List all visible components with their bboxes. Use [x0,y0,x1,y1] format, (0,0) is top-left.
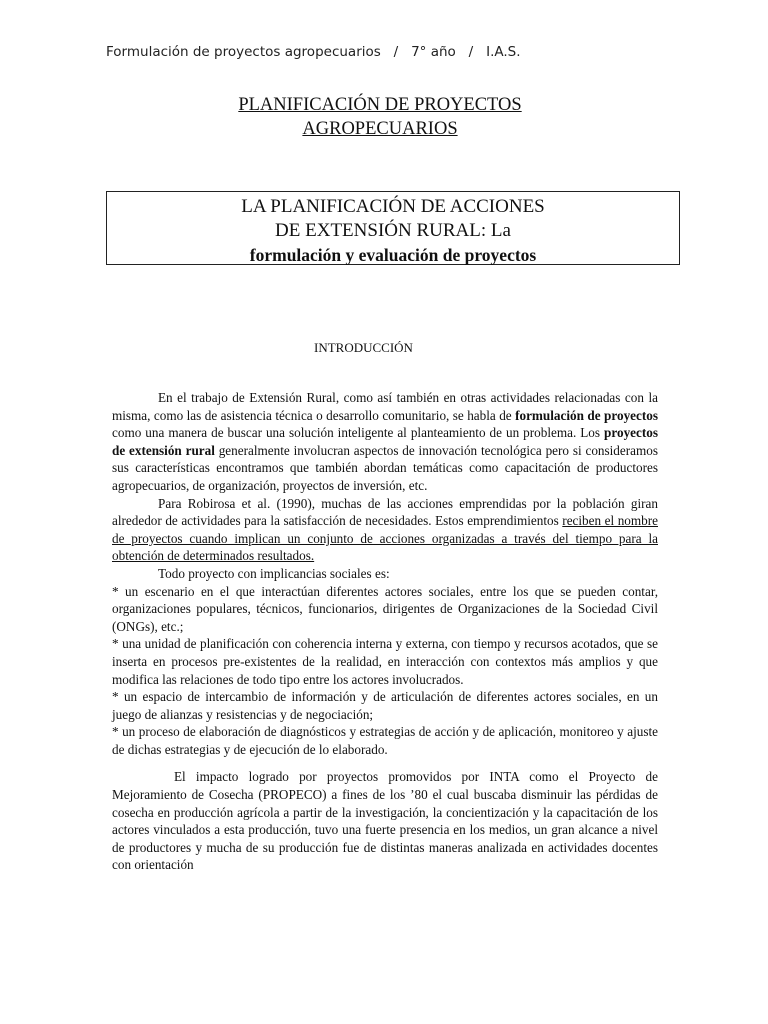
boxed-title-line2: DE EXTENSIÓN RURAL: La [275,220,511,241]
course-header: Formulación de proyectos agropecuarios / 7° año / I.A.S. [106,44,521,60]
paragraph-2-text: Para Robirosa et al. (1990), muchas de las acciones emprendidas por la población giran alrededor de actividades para la satisfacción de necesidades. Estos emprendimientos [112,495,658,529]
paragraph-1-text-b: como una manera de buscar una solución inteligente al planteamiento de un problema. Los [112,425,605,441]
section-heading: INTRODUCCIÓN [314,340,413,355]
body-text [112,389,658,874]
bullet-item: * una unidad de planificación con coherencia interna y externa, con tiempo y recursos acotados, que se inserta en procesos pre-existentes de la realidad, en interacción con contextos más amplios y que modifica las relaciones de todo tipo entre los actores involucrados. [112,636,658,687]
bullet-item: * un espacio de intercambio de información y de articulación de diferentes actores sociales, en un juego de alianzas y resistencias y de negociación; [112,689,658,722]
paragraph-1-bold-b: proyectos de extensión rural [112,425,658,458]
paragraph-gap [112,758,658,768]
boxed-title [106,191,680,265]
paragraph-2 [112,495,658,565]
boxed-title-line1: LA PLANIFICACIÓN DE ACCIONES [241,196,545,217]
paragraph-1-text-a: En el trabajo de Extensión Rural, como así también en otras actividades relacionadas con la misma, como las de asistencia técnica o desarrollo comunitario, se habla de [112,390,658,423]
paragraph-1-text-c: generalmente involucran aspectos de innovación tecnológica pero si consideramos sus características encontramos que también abordan temáticas como capacitación de productores agropecuarios, de organización, proyectos de inversión, etc. [112,442,658,493]
paragraph-2-underlined: reciben el nombre de proyectos cuando implican un conjunto de acciones organizadas a través del tiempo para la obtención de determinados resultados. [112,513,658,564]
page-title [160,93,600,141]
paragraph-4: El impacto logrado por proyectos promovidos por INTA como el Proyecto de Mejoramiento de Cosecha (PROPECO) a fines de los ’80 el cual buscaba disminuir las pérdidas de cosecha en producción agrícola a partir de la investigación, la concientización y la capacitación de los actores vinculados a esta producción, tuvo una fuerte presencia en los medios, un gran alcance a nivel de productores y mucha de su producción fue de distintas maneras analizada en actividades docentes con orientación [112,769,658,873]
paragraph-1 [112,389,658,495]
paragraph-3: Todo proyecto con implicancias sociales es: [158,565,390,581]
boxed-title-line3: formulación y evaluación de proyectos [249,245,537,265]
paragraph-1-bold-a: formulación de proyectos [515,407,658,423]
page-title-line1: PLANIFICACIÓN DE PROYECTOS [238,95,522,115]
bullet-item: * un proceso de elaboración de diagnósticos y estrategias de acción y de aplicación, monitoreo y ajuste de dichas estrategias y de ejecución de lo elaborado. [112,724,658,757]
page-title-line2: AGROPECUARIOS [302,119,458,139]
bullet-item: * un escenario en el que interactúan diferentes actores sociales, entre los que se pueden contar, organizaciones populares, técnicos, funcionarios, dirigentes de Organizaciones de la Sociedad Civil (ONGs), etc.; [112,583,658,634]
